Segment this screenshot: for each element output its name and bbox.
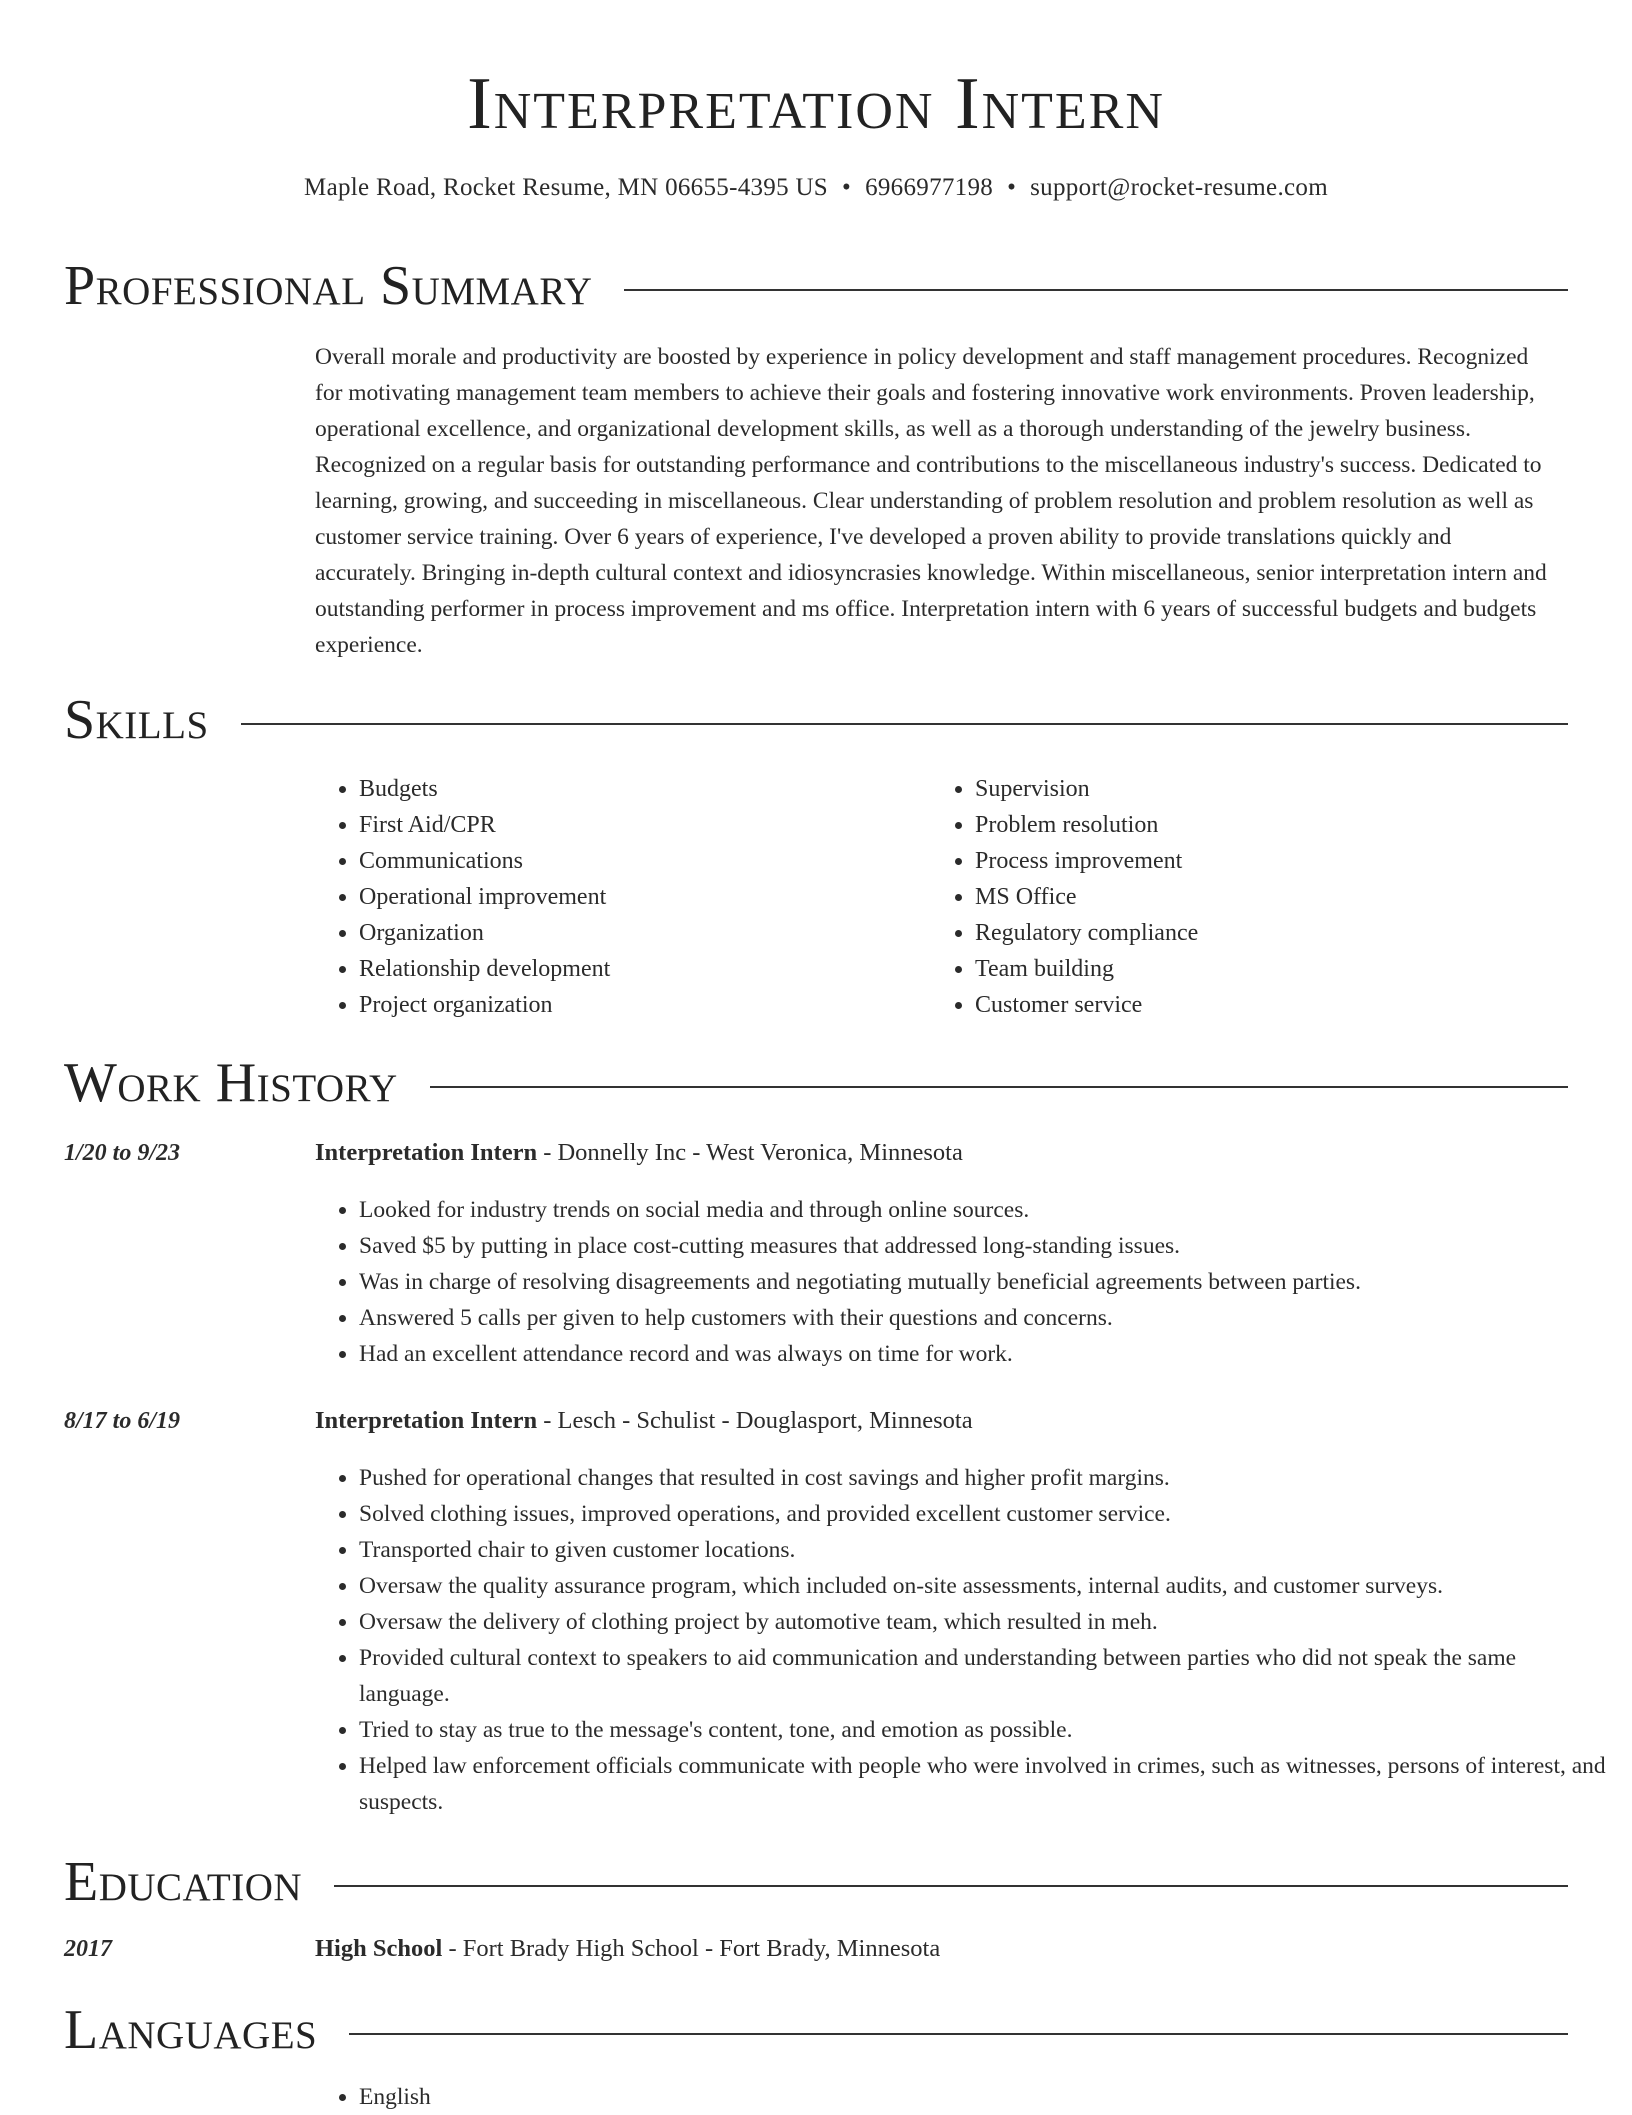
skill-item: • Process improvement — [975, 843, 1575, 879]
contact-separator: • — [842, 174, 852, 201]
job-employer: - Lesch - Schulist - Douglasport, Minnesota — [537, 1407, 973, 1434]
education-degree: High School — [315, 1935, 443, 1962]
section-divider — [334, 1885, 1568, 1887]
job-bullet: • Pushed for operational changes that resulted in cost savings and higher profit margins. — [359, 1460, 1612, 1496]
job-bullet: • Tried to stay as true to the message's content, tone, and emotion as possible. — [359, 1712, 1612, 1748]
contact-address: Maple Road, Rocket Resume, MN 06655-4395 US — [304, 174, 829, 201]
contact-separator: • — [1007, 174, 1017, 201]
section-header-languages — [64, 2000, 1568, 2060]
job-dates: 1/20 to 9/23 — [64, 1140, 181, 1166]
skill-item: • Project organization — [359, 987, 919, 1023]
job-bullet: • Looked for industry trends on social media and through online sources. — [359, 1192, 1612, 1228]
job-bullet: • Helped law enforcement officials communicate with people who were involved in crimes, such as witnesses, persons of interest, and suspects. — [359, 1748, 1612, 1820]
section-divider — [430, 1086, 1568, 1088]
section-header-education — [64, 1852, 1568, 1912]
job-title-line — [315, 1407, 973, 1435]
education-year: 2017 — [64, 1936, 112, 1962]
job-bullet: • Transported chair to given customer locations. — [359, 1532, 1612, 1568]
job-bullets — [315, 1192, 1612, 1372]
skill-item: • First Aid/CPR — [359, 807, 919, 843]
section-header-skills — [64, 690, 1568, 750]
job-bullet: • Saved $5 by putting in place cost-cutting measures that addressed long-standing issues. — [359, 1228, 1612, 1264]
section-title-summary: Professional Summary — [64, 255, 593, 317]
section-divider — [241, 723, 1568, 725]
job-role: Interpretation Intern — [315, 1407, 538, 1434]
skill-item: • Regulatory compliance — [975, 915, 1575, 951]
job-bullet: • Answered 5 calls per given to help customers with their questions and concerns. — [359, 1300, 1612, 1336]
section-title-education: Education — [64, 1851, 303, 1913]
job-dates: 8/17 to 6/19 — [64, 1408, 181, 1434]
job-bullet: • Oversaw the quality assurance program, which included on-site assessments, internal audits, and customer surveys. — [359, 1568, 1612, 1604]
contact-line — [64, 174, 1568, 202]
job-bullet: • Was in charge of resolving disagreements and negotiating mutually beneficial agreements between parties. — [359, 1264, 1612, 1300]
candidate-name: Interpretation Intern — [467, 63, 1165, 145]
job-bullet: • Oversaw the delivery of clothing project by automotive team, which resulted in meh. — [359, 1604, 1612, 1640]
job-bullet: • Solved clothing issues, improved operations, and provided excellent customer service. — [359, 1496, 1612, 1532]
skills-list-right — [931, 771, 1575, 1023]
languages-list — [315, 2079, 1612, 2115]
skill-item: • Team building — [975, 951, 1575, 987]
education-line — [315, 1935, 940, 1963]
skill-item: • Relationship development — [359, 951, 919, 987]
section-divider — [349, 2033, 1568, 2035]
summary-paragraph: Overall morale and productivity are boosted by experience in policy development and staff management procedures. Recognized for motivating management team members to achieve their goals and fostering innovative work environments. Proven leadership, operational excellence, and organizational development skills, as well as a thorough understanding of the jewelry business. Recognized on a regular basis for outstanding performance and contributions to the miscellaneous industry's success. Dedicated to learning, growing, and succeeding in miscellaneous. Clear understanding of problem resolution and problem resolution as well as customer service training. Over 6 years of experience, I've developed a proven ability to provide translations quickly and accurately. Bringing in-depth cultural context and idiosyncrasies knowledge. Within miscellaneous, senior interpretation intern and outstanding performer in process improvement and ms office. Interpretation intern with 6 years of successful budgets and budgets experience. — [315, 344, 1547, 658]
job-bullet: • Provided cultural context to speakers to aid communication and understanding between parties who did not speak the same language. — [359, 1640, 1612, 1712]
job-bullets — [315, 1460, 1612, 1820]
skill-item: • Operational improvement — [359, 879, 919, 915]
skills-list-left — [315, 771, 919, 1023]
education-school: - Fort Brady High School - Fort Brady, Minnesota — [442, 1935, 941, 1962]
section-header-work — [64, 1053, 1568, 1113]
skill-item: • Customer service — [975, 987, 1575, 1023]
job-title-line — [315, 1139, 963, 1167]
job-role: Interpretation Intern — [315, 1139, 538, 1166]
section-title-skills: Skills — [64, 689, 209, 751]
language-item: • English — [359, 2079, 1612, 2115]
contact-email: support@rocket-resume.com — [1030, 174, 1328, 201]
skill-item: • Problem resolution — [975, 807, 1575, 843]
contact-phone: 6966977198 — [865, 174, 994, 201]
skill-item: • Budgets — [359, 771, 919, 807]
skill-item: • Organization — [359, 915, 919, 951]
section-header-summary — [64, 256, 1568, 316]
job-employer: - Donnelly Inc - West Veronica, Minnesota — [537, 1139, 963, 1166]
skill-item: • Communications — [359, 843, 919, 879]
section-title-languages: Languages — [64, 1999, 318, 2061]
skill-item: • MS Office — [975, 879, 1575, 915]
job-bullet: • Had an excellent attendance record and was always on time for work. — [359, 1336, 1612, 1372]
section-title-work: Work History — [64, 1052, 398, 1114]
skill-item: • Supervision — [975, 771, 1575, 807]
section-divider — [624, 289, 1568, 291]
